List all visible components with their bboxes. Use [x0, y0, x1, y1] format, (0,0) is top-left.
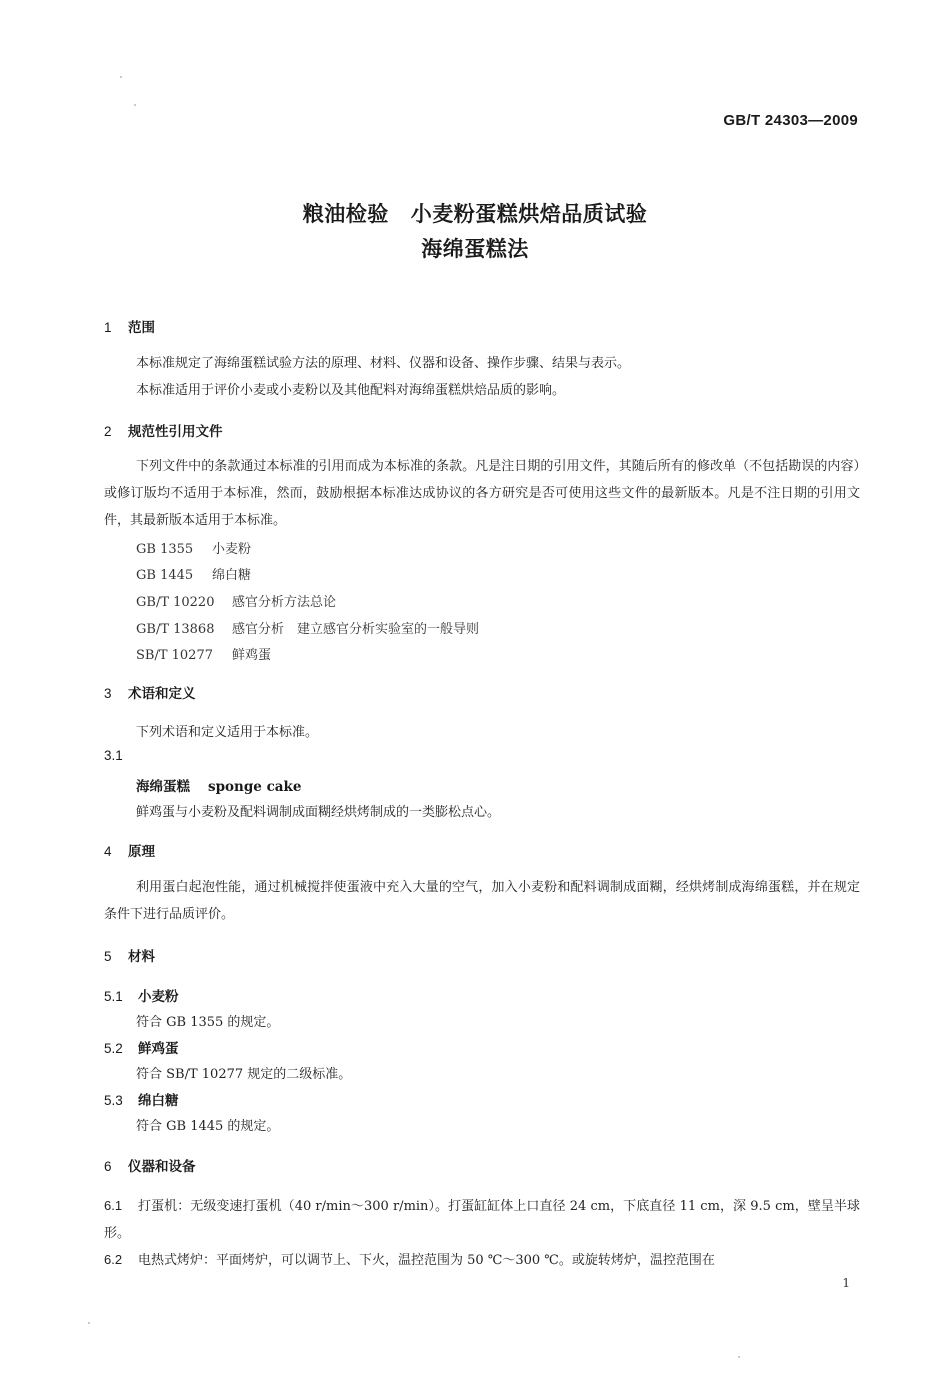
reference-item: GB/T 10220 感官分析方法总论	[136, 595, 337, 610]
scan-speck	[88, 1322, 90, 1324]
document-title-line2: 海绵蛋糕法	[421, 237, 529, 261]
reference-item: GB 1445 绵白糖	[136, 568, 252, 583]
section-1-heading	[104, 316, 155, 336]
subsection-5-3-text: 符合 GB 1445 的规定。	[136, 1119, 280, 1134]
reference-item: GB 1355 小麦粉	[136, 542, 252, 557]
reference-item: SB/T 10277 鲜鸡蛋	[136, 648, 272, 663]
subsection-5-2-text: 符合 SB/T 10277 规定的二级标准。	[136, 1067, 352, 1082]
term-chinese: 海绵蛋糕	[136, 779, 190, 795]
section-number: 5	[104, 949, 112, 964]
reference-item: GB/T 13868 感官分析 建立感官分析实验室的一般导则	[136, 622, 480, 637]
section-number: 1	[104, 320, 112, 335]
section-number: 6	[104, 1159, 112, 1174]
section-title: 材料	[128, 949, 155, 965]
section-3-heading	[104, 682, 196, 702]
section-title: 范围	[128, 320, 155, 336]
section-title: 规范性引用文件	[128, 424, 223, 440]
section-1-para-1: 本标准规定了海绵蛋糕试验方法的原理、材料、仪器和设备、操作步骤、结果与表示。	[136, 356, 631, 371]
subsection-3-1-number: 3.1	[104, 748, 123, 763]
section-1-para-2: 本标准适用于评价小麦或小麦粉以及其他配料对海绵蛋糕烘焙品质的影响。	[136, 383, 566, 398]
title-part1: 粮油检验	[302, 202, 389, 226]
section-number: 2	[104, 424, 112, 439]
title-part2: 小麦粉蛋糕烘焙品质试验	[410, 202, 648, 226]
document-title-line1	[0, 198, 950, 228]
section-4-heading	[104, 840, 155, 860]
section-title: 术语和定义	[128, 686, 196, 702]
term-definition: 鲜鸡蛋与小麦粉及配料调制成面糊经烘烤制成的一类膨松点心。	[136, 805, 501, 820]
section-6-heading	[104, 1155, 196, 1175]
subsection-5-3-heading: 5.3 绵白糖	[104, 1093, 179, 1109]
section-3-para: 下列术语和定义适用于本标准。	[136, 725, 319, 740]
scan-speck	[738, 1356, 740, 1358]
section-number: 3	[104, 686, 112, 701]
subsection-5-1-text: 符合 GB 1355 的规定。	[136, 1015, 280, 1030]
section-5-heading	[104, 945, 155, 965]
term-english: sponge cake	[208, 779, 302, 795]
subsection-5-2-heading: 5.2 鲜鸡蛋	[104, 1041, 179, 1057]
standard-code: GB/T 24303—2009	[723, 112, 858, 129]
section-2-heading	[104, 420, 223, 440]
scan-speck	[134, 104, 136, 106]
subsection-6-2: 6.2 电热式烤炉：平面烤炉，可以调节上、下火，温控范围为 50 ℃～300 ℃。或旋转烤炉，温控范围在	[104, 1252, 715, 1268]
scan-speck	[120, 76, 122, 78]
term-heading	[136, 775, 302, 795]
section-number: 4	[104, 844, 112, 859]
subsection-6-1: 6.1 打蛋机：无级变速打蛋机（40 r/min～300 r/min）。打蛋缸缸体上口直径 24 cm，下底直径 11 cm，深 9.5 cm，壁呈半球形。	[104, 1198, 860, 1241]
subsection-5-1-heading: 5.1 小麦粉	[104, 989, 179, 1005]
section-title: 仪器和设备	[128, 1159, 196, 1175]
section-2-para: 下列文件中的条款通过本标准的引用而成为本标准的条款。凡是注日期的引用文件，其随后所有的修改单（不包括勘误的内容）或修订版均不适用于本标准，然而，鼓励根据本标准达成协议的各方研究是否可使用这些文件的最新版本。凡是不注日期的引用文件，其最新版本适用于本标准。	[104, 459, 860, 528]
section-4-para: 利用蛋白起泡性能，通过机械搅拌使蛋液中充入大量的空气，加入小麦粉和配料调制成面糊，经烘烤制成海绵蛋糕，并在规定条件下进行品质评价。	[104, 880, 860, 922]
page-number: 1	[842, 1276, 850, 1290]
section-title: 原理	[128, 844, 155, 860]
